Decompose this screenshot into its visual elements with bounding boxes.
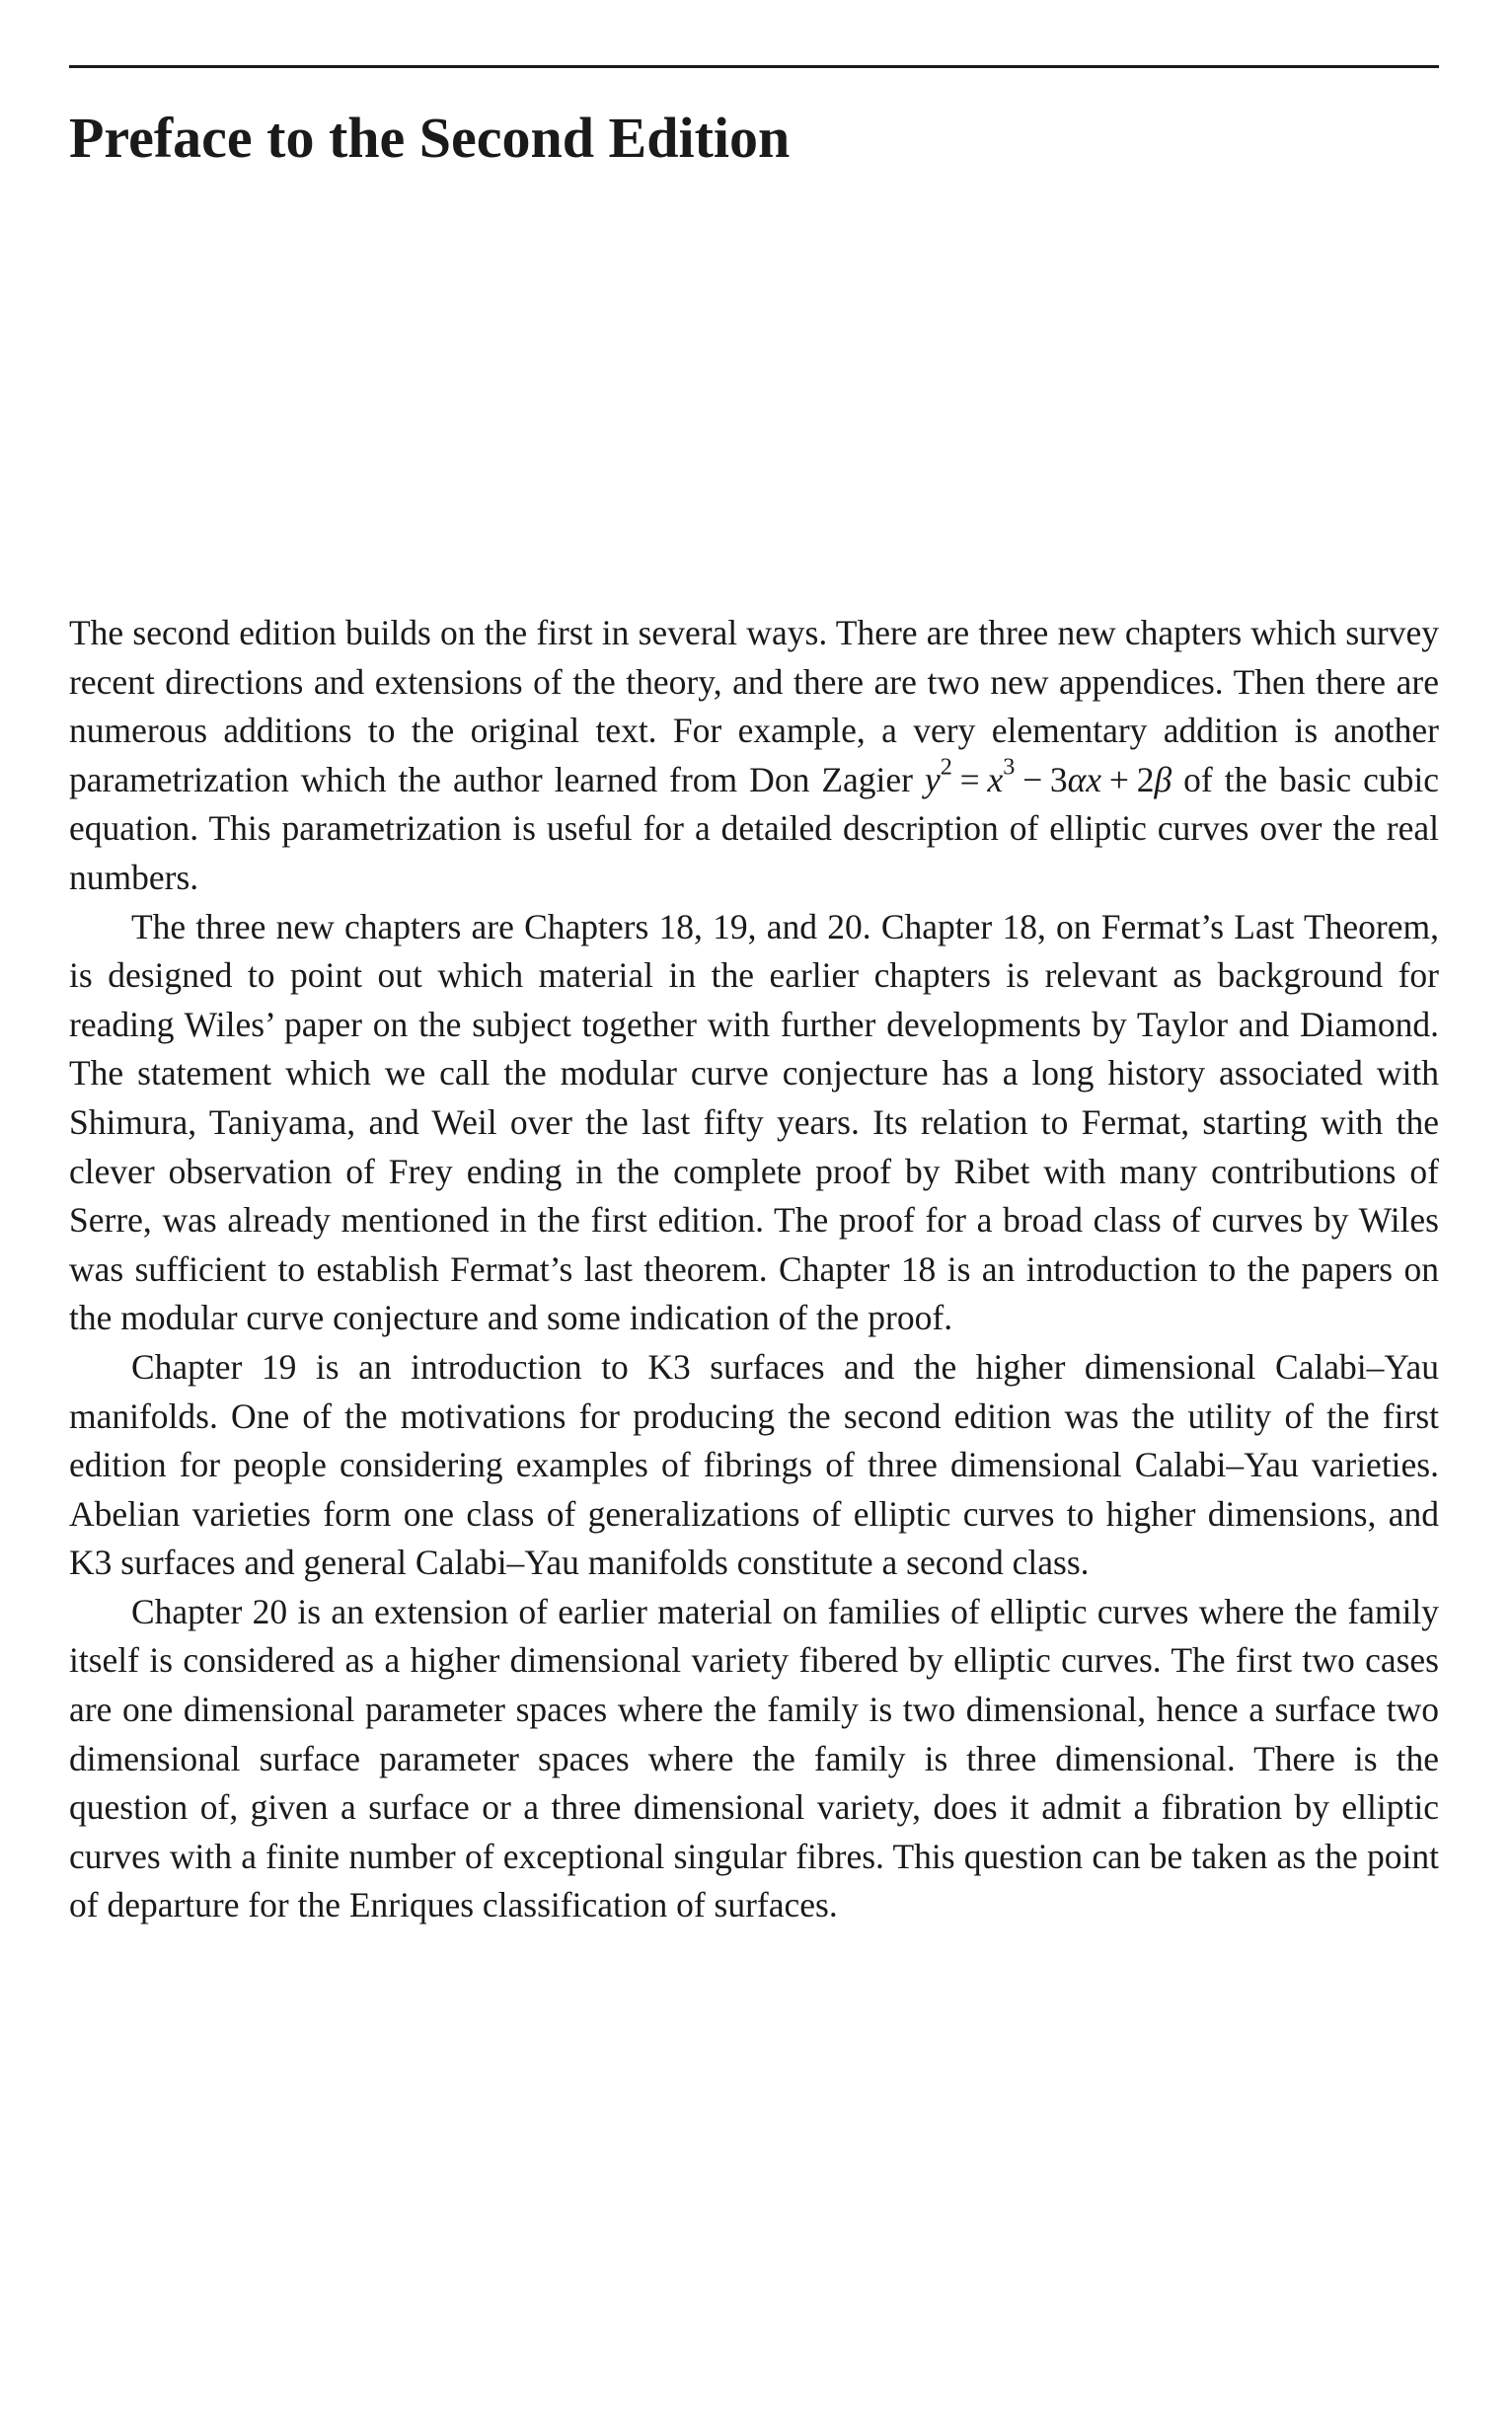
eq-equals: = — [959, 759, 980, 799]
cubic-equation — [925, 753, 1172, 799]
paragraph-1 — [69, 609, 1439, 903]
eq-minus: − — [1022, 759, 1043, 799]
eq-y-exponent: 2 — [940, 753, 952, 781]
eq-plus: + — [1108, 759, 1129, 799]
eq-beta: β — [1154, 759, 1172, 799]
preface-body — [69, 609, 1439, 1930]
eq-y: y — [925, 759, 941, 799]
paragraph-1-text-after: of the basic cubic equation. This parametrization is useful for a detailed description of elliptic curves over the real numbers. — [69, 759, 1439, 897]
paragraph-1-text-before: The second edition builds on the first in several ways. There are three new chapters which survey recent directions and extensions of the theory, and there are two new appendices. Then there are numerous additions to the original text. For example, a very elementary addition is another parametrization which the author learned from Don Zagier — [69, 613, 1439, 799]
page-title: Preface to the Second Edition — [69, 106, 791, 170]
eq-alpha-x: αx — [1067, 759, 1102, 799]
eq-x: x — [987, 759, 1004, 799]
eq-coefficient-3: 3 — [1049, 759, 1068, 799]
paragraph-3: Chapter 19 is an introduction to K3 surfaces and the higher dimensional Calabi–Yau manifolds. One of the motivations for producing the second edition was the utility of the first edition for people considering examples of fibrings of three dimensional Calabi–Yau varieties. Abelian varieties form one class of generalizations of elliptic curves to higher dimensions, and K3 surfaces and general Calabi–Yau manifolds constitute a second class. — [69, 1346, 1439, 1583]
header-rule — [69, 65, 1439, 68]
eq-x-exponent: 3 — [1003, 753, 1016, 781]
eq-coefficient-2: 2 — [1136, 759, 1155, 799]
paragraph-2: The three new chapters are Chapters 18, 19, and 20. Chapter 18, on Fermat’s Last Theorem, is designed to point out which material in the earlier chapters is relevant as background for reading Wiles’ paper on the subject together with further developments by Taylor and Diamond. The statement which we call the modular curve conjecture has a long history associated with Shimura, Taniyama, and Weil over the last fifty years. Its relation to Fermat, starting with the clever observation of Frey ending in the complete proof by Ribet with many contributions of Serre, was already mentioned in the first edition. The proof for a broad class of curves by Wiles was sufficient to establish Fermat’s last theorem. Chapter 18 is an introduction to the papers on the modular curve conjecture and some indication of the proof. — [69, 906, 1439, 1338]
paragraph-4: Chapter 20 is an extension of earlier material on families of elliptic curves where the family itself is considered as a higher dimensional variety fibered by elliptic curves. The first two cases are one dimensional parameter spaces where the family is two dimensional, hence a surface two dimensional surface parameter spaces where the family is three dimensional. There is the question of, given a surface or a three dimensional variety, does it admit a fibration by elliptic curves with a finite number of exceptional singular fibres. This question can be taken as the point of departure for the Enriques classification of surfaces. — [69, 1591, 1439, 1925]
